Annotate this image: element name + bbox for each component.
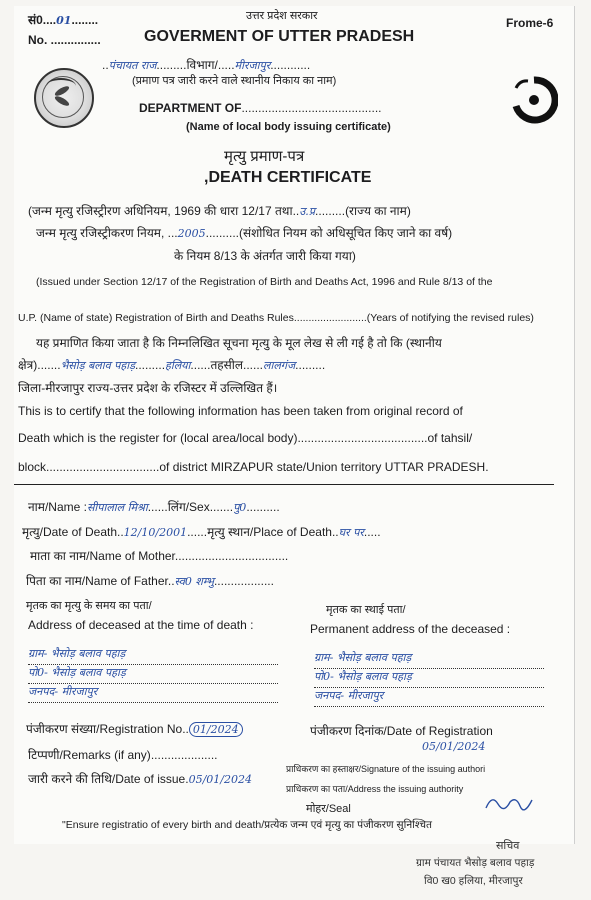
address-perm-line-1: ग्राम- भैसोड़ बलाव पहाड़ [314,650,544,669]
seal-label: मोहर/Seal [306,803,351,815]
address-time-hindi: मृतक का मृत्यु के समय का पता/ [26,600,152,612]
legal-line-2: जन्म मृत्यु रजिस्ट्रीकरण नियम, ...2005..........(संशोधित नियम को अधिसूचित किए जाने का वर्ष) [36,226,453,240]
death-date-field: मृत्यु/Date of Death..12/10/2001......मृत्यु स्थान/Place of Death..घर पर..... [22,525,381,539]
address-perm-line-2: पो0- भैसोड़ बलाव पहाड़ [314,669,544,688]
body-english-2: Death which is the register for (local area/local body).......................................of tahsil/ [18,431,473,445]
address-time-english: Address of deceased at the time of death : [28,618,254,632]
footer-note: "Ensure registratio of every birth and death/प्रत्येक जन्म एवं मृत्यु का पंजीकरण सुनिश्चित [62,819,433,831]
title-english: ,DEATH CERTIFICATE [204,169,372,186]
address-perm-lines [314,650,544,707]
body-english-3: block..................................of district MIRZAPUR state/Union territory UTTAR PRADESH. [18,460,489,474]
serial-label: सं0....01........ [28,13,99,27]
gov-hindi: उत्तर प्रदेश सरकार [246,10,318,22]
name-field: नाम/Name :सीपालाल मिश्रा......लिंग/Sex.......पु0.......... [28,500,280,514]
up-government-seal-icon [34,68,94,128]
no-label: No. ............... [28,33,101,47]
father-name-field: पिता का नाम/Name of Father..स्व0 शम्भु.................. [26,574,274,588]
certificate-page [14,6,575,844]
issuing-body-hindi: (प्रमाण पत्र जारी करने वाले स्थानीय निकाय का नाम) [132,75,337,87]
legal-line-3: के नियम 8/13 के अंतर्गत जारी किया गया) [174,249,356,263]
signature-scribble-icon [484,792,534,814]
divider [14,484,554,485]
form-label: Frome-6 [506,16,554,30]
address-time-line-2: पो0- भैसोड़ बलाव पहाड़ [28,665,278,684]
signature-label: प्राधिकरण का हस्ताक्षर/Signature of the issuing authori [286,764,486,774]
registration-date-label: पंजीकरण दिनांक/Date of Registration [310,724,493,738]
legal-line-1: (जन्म मृत्यु रजिस्ट्रीरण अधिनियम, 1969 की धारा 12/17 तथा..उ.प्र.........(राज्य का नाम) [28,204,411,218]
mother-name-field: माता का नाम/Name of Mother.................................. [30,549,289,563]
remarks-field: टिप्पणी/Remarks (if any).................... [28,748,218,762]
legal-english-1: (Issued under Section 12/17 of the Registration of Birth and Deaths Act, 1996 and Rule 8/13 of the [36,276,493,288]
title-hindi: मृत्यु प्रमाण-पत्र [224,148,305,165]
stamp-line-2: ग्राम पंचायत भैसोड़ बलाव पहाड़ [416,857,535,869]
issue-date-field: जारी करने की तिथि/Date of issue.05/01/2024 [28,772,252,786]
legal-english-2: U.P. (Name of state) Registration of Birth and Deaths Rules.........................(Years of notifying the revised rules) [18,312,534,324]
stamp-line-3: वि0 ख0 हलिया, मीरजापुर [424,875,523,887]
registration-number-field: पंजीकरण संख्या/Registration No.. 01/2024 [26,720,243,737]
body-hindi-2: क्षेत्र).......भैसोड़ बलाव पहाड़.........हलिया......तहसील......लालगंज......... [18,358,326,372]
address-time-line-1: ग्राम- भैसोड़ बलाव पहाड़ [28,646,278,665]
address-perm-hindi: मृतक का स्थाई पता/ [326,604,406,616]
address-time-lines [28,646,278,703]
registration-date-value: 05/01/2024 [422,740,486,753]
stamp-title: सचिव [496,840,520,852]
address-perm-line-3: जनपद- मीरजापुर [314,688,544,707]
registration-emblem-icon [510,76,558,124]
department-line: DEPARTMENT OF.......................................... [139,101,382,115]
body-hindi-1: यह प्रमाणित किया जाता है कि निम्नलिखित सूचना मृत्यु के मूल लेख से ली गई है तो कि (स्थानीय [36,336,442,350]
authority-address-label: प्राधिकरण का पता/Address the issuing authority [286,784,464,794]
address-perm-english: Permanent address of the deceased : [310,622,511,636]
address-time-line-3: जनपद- मीरजापुर [28,684,278,703]
issuing-body-english: (Name of local body issuing certificate) [186,121,391,133]
gov-english: GOVERMENT OF UTTER PRADESH [144,28,415,45]
body-english-1: This is to certify that the following information has been taken from original record of [18,404,463,418]
body-hindi-3: जिला-मीरजापुर राज्य-उत्तर प्रदेश के रजिस्टर में उल्लिखित हैं। [18,381,278,395]
dept-hindi-line: ..पंचायत राज.........विभाग/.....मीरजापुर............ [102,58,311,72]
